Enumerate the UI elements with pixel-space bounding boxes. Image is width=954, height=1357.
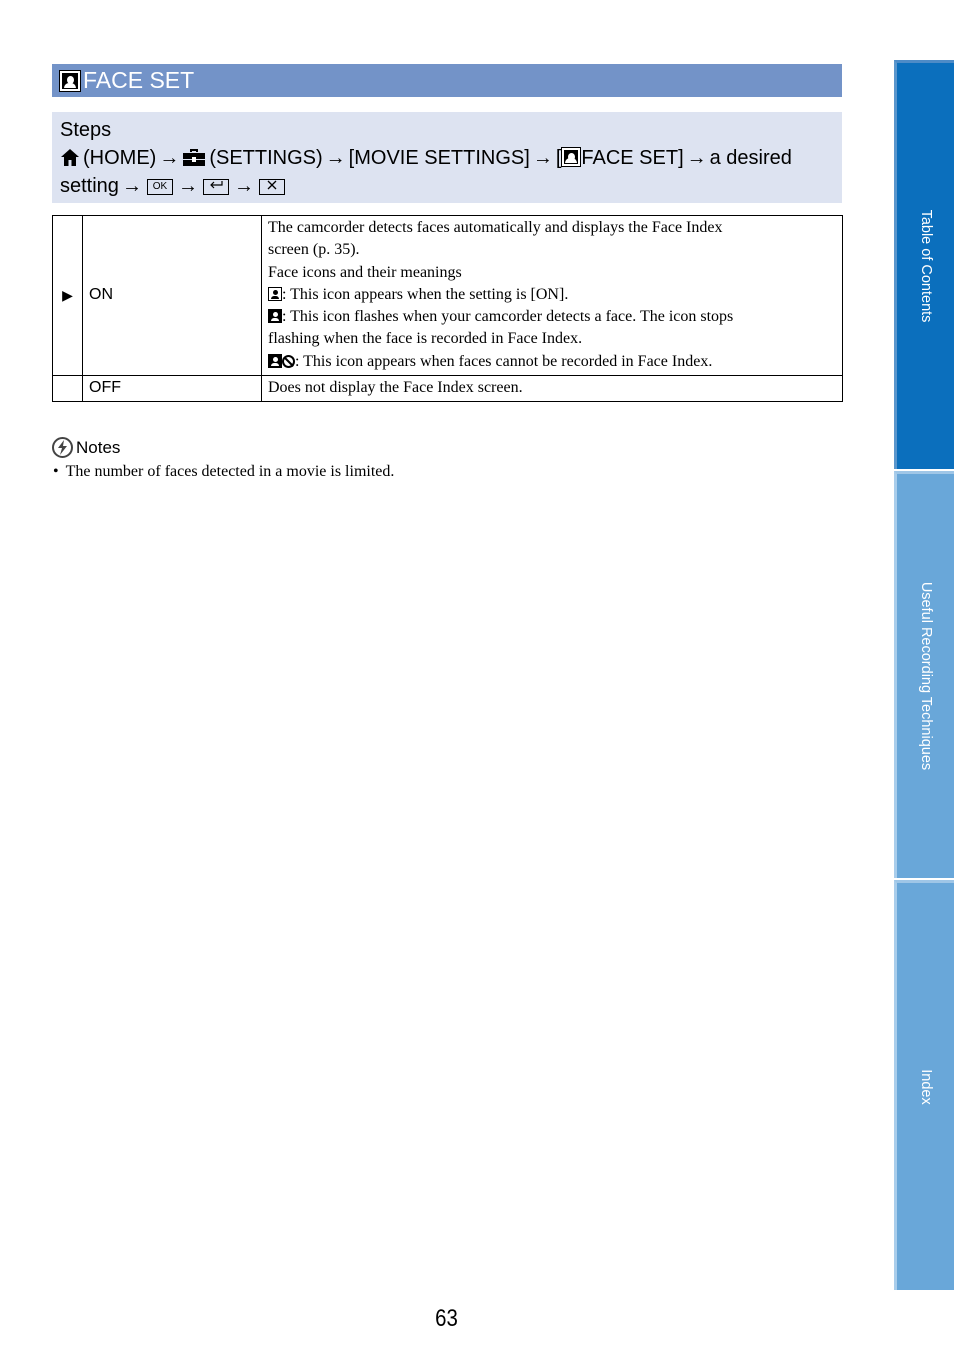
description-line-face-full: : This icon appears when faces cannot be recorded in Face Index. [268, 351, 836, 373]
face-set-icon [59, 70, 81, 92]
option-on-description [262, 216, 843, 376]
bullet-icon: • [53, 463, 59, 480]
arrow-icon: → [532, 147, 553, 169]
note-item [52, 463, 394, 481]
face-set-bracket: [ [555, 147, 562, 169]
arrow-icon: → [177, 175, 198, 197]
note-text: The number of faces detected in a movie is limited. [65, 463, 395, 480]
description-line: screen (p. 35). [268, 241, 360, 259]
steps-line-1 [60, 144, 834, 172]
notes-heading [52, 437, 120, 458]
return-button-icon [203, 179, 229, 195]
table-row [53, 376, 843, 402]
desired-label: a desired [709, 147, 792, 169]
ok-button-icon: OK [147, 179, 173, 195]
tab-label: Useful Recording Techniques [917, 581, 934, 771]
settings-table [52, 215, 843, 402]
arrow-icon: → [233, 175, 254, 197]
settings-label: (SETTINGS) [209, 147, 323, 169]
description-line: Face icons and their meanings [268, 263, 462, 281]
option-on: ON [83, 216, 262, 376]
tab-label: Index [917, 1068, 934, 1105]
steps-line-2 [60, 172, 834, 200]
setting-label: setting [60, 175, 119, 197]
face-set-step-label: FACE SET] [581, 147, 684, 169]
default-marker: ▶ [53, 216, 83, 376]
notes-heading-label: Notes [76, 437, 121, 457]
arrow-icon: → [121, 175, 142, 197]
arrow-icon: → [325, 147, 346, 169]
toolbox-icon [182, 148, 206, 167]
description-line: flashing when the face is recorded in Face Index. [268, 330, 583, 348]
arrow-icon: → [686, 147, 707, 169]
steps-heading: Steps [60, 119, 112, 141]
description-line-face-detect: : This icon flashes when your camcorder detects a face. The icon stops [268, 306, 836, 328]
notes-icon [52, 437, 73, 458]
page-number: 63 [435, 1305, 458, 1332]
option-off-description [262, 376, 843, 402]
steps-box [52, 112, 842, 203]
face-set-icon [561, 147, 581, 167]
section-title-bar [52, 64, 842, 97]
arrow-icon: → [159, 147, 180, 169]
tab-table-of-contents[interactable] [894, 60, 954, 469]
section-title: FACE SET [83, 67, 195, 93]
description-line: Does not display the Face Index screen. [268, 379, 523, 397]
close-button-icon [259, 179, 285, 195]
home-label: (HOME) [83, 147, 157, 169]
option-off: OFF [83, 376, 262, 402]
face-outline-icon [268, 287, 282, 301]
face-filled-icon [268, 309, 282, 323]
face-filled-icon [268, 354, 282, 368]
default-marker [53, 376, 83, 402]
description-line: The camcorder detects faces automatically and displays the Face Index [268, 219, 723, 236]
tab-label: Table of Contents [917, 209, 934, 323]
tab-useful-recording-techniques[interactable] [894, 471, 954, 878]
tab-index[interactable] [894, 880, 954, 1290]
movie-settings-label: [MOVIE SETTINGS] [348, 147, 530, 169]
table-row [53, 216, 843, 376]
home-icon [60, 148, 80, 167]
prohibited-icon [282, 355, 295, 368]
description-line-face-on: : This icon appears when the setting is [ON]. [268, 284, 836, 306]
